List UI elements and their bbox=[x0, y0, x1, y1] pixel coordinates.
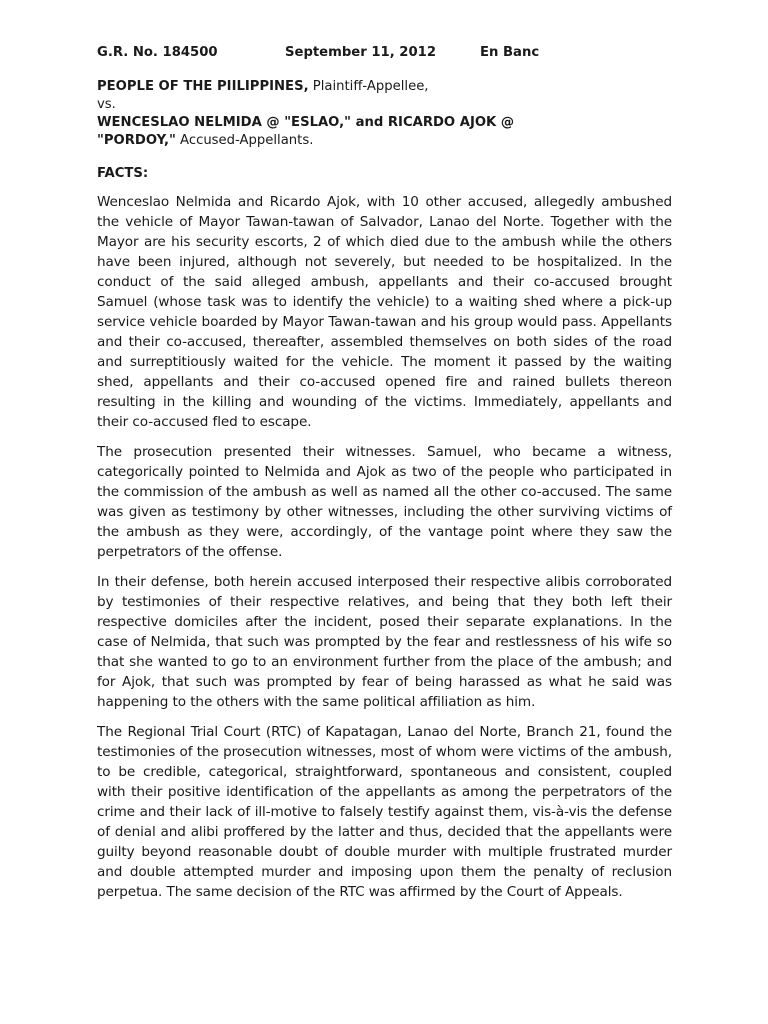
versus-text: vs. bbox=[97, 97, 116, 112]
plaintiff-role: Plaintiff-Appellee, bbox=[308, 79, 429, 94]
facts-paragraph-3: In their defense, both herein accused interposed their respective alibis corroborated by testimonies of their respective relatives, and being that they both left their respective domiciles after the incident, posed their separate explanations. In the case of Nelmida, that such was prompted by the fear and restlessness of his wife so that she wanted to go to an environment further from the place of the ambush; and for Ajok, that such was prompted by fear of being harassed as what he said was happening to the others with the same political affiliation as him. bbox=[97, 574, 672, 710]
court-division: En Banc bbox=[480, 45, 540, 60]
plaintiff-line bbox=[97, 78, 672, 96]
facts-paragraph-4: The Regional Trial Court (RTC) of Kapatagan, Lanao del Norte, Branch 21, found the testimonies of the prosecution witnesses, most of whom were victims of the ambush, to be credible, categorical, straightforward, spontaneous and consistent, coupled with their positive identification of the appellants as among the perpetrators of the crime and their lack of ill-motive to falsely testify against them, vis-à-vis the defense of denial and alibi proffered by the latter and thus, decided that the appellants were guilty beyond reasonable doubt of double murder with multiple frustrated murder and double attempted murder and imposing upon them the penalty of reclusion perpetua. The same decision of the RTC was affirmed by the Court of Appeals. bbox=[97, 724, 672, 900]
accused-role: Accused-Appellants. bbox=[175, 133, 314, 148]
facts-paragraph-2: The prosecution presented their witnesses. Samuel, who became a witness, categorically pointed to Nelmida and Ajok as two of the people who participated in the commission of the ambush as well as named all the other co-accused. The same was given as testimony by other witnesses, including the other surviving victims of the ambush as they were, accordingly, of the vantage point where they saw the perpetrators of the offense. bbox=[97, 444, 672, 560]
decision-date: September 11, 2012 bbox=[285, 45, 437, 60]
case-header bbox=[97, 44, 672, 62]
facts-paragraph-1: Wenceslao Nelmida and Ricardo Ajok, with 10 other accused, allegedly ambushed the vehicle of Mayor Tawan-tawan of Salvador, Lanao del Norte. Together with the Mayor are his security escorts, 2 of which died due to the ambush while the others have been injured, although not severely, but needed to be hospitalized. In the conduct of the said alleged ambush, appellants and their co-accused brought Samuel (whose task was to identify the vehicle) to a waiting shed where a pick-up service vehicle boarded by Mayor Tawan-tawan and his group would pass. Appellants and their co-accused, thereafter, assembled themselves on both sides of the road and surreptitiously waited for the vehicle. The moment it passed by the waiting shed, appellants and their co-accused opened fire and rained bullets thereon resulting in the killing and wounding of the victims. Immediately, appellants and their co-accused fled to escape. bbox=[97, 194, 672, 430]
accused-line2 bbox=[97, 132, 672, 150]
case-number: G.R. No. 184500 bbox=[97, 45, 218, 60]
document-page bbox=[97, 44, 672, 912]
case-parties bbox=[97, 78, 672, 150]
accused-names-line1: WENCESLAO NELMIDA @ "ESLAO," and RICARDO AJOK @ bbox=[97, 115, 515, 130]
facts-heading: FACTS: bbox=[97, 166, 149, 181]
plaintiff-name: PEOPLE OF THE PIILIPPINES, bbox=[97, 79, 309, 94]
accused-names-line2: "PORDOY," bbox=[97, 133, 176, 148]
